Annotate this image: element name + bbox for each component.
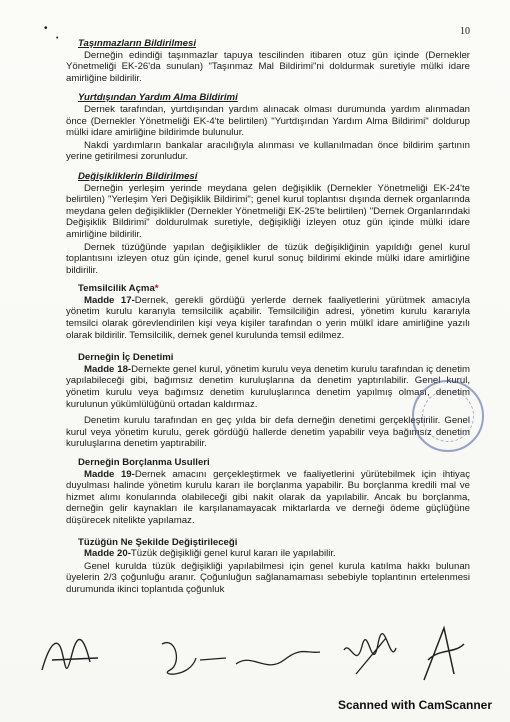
article-paragraph: [66, 469, 470, 527]
scan-speck: •: [56, 35, 59, 42]
article-text: Dernekte genel kurul, yönetim kurulu veya denetim kurulu tarafından iç denetim yapılabileceği gibi, bağımsız denetim kuruluşlarına da denetim yaptırılabilir. Genel kurul, yönetim kurulu veya bağımsız denetim kuruluşlarınca denetim yapılmış olması, denetim kurulunun yükümlülüğünü ortadan kaldırmaz.: [66, 363, 470, 410]
paragraph: Dernek tüzüğünde yapılan değişiklikler de tüzük değişikliğinin yapıldığı genel kurul toplantısını izleyen otuz gün içinde, genel kurul sonuç bildirimi ekinde mülki idare amirliğine bildirilir.: [66, 241, 470, 276]
section-heading-temsilcilik: [78, 283, 470, 295]
section-heading-text: Temsilcilik Açma: [78, 283, 155, 295]
paragraph: Dernek tarafından, yurtdışından yardım alınacak olması durumunda yardım alınmadan önce (Dernekler Yönetmeliği EK-4'te belirtilen) "Yurtdışından Yardım Alma Bildirimi" doldurup mülki idare amirliğine bildirimde bulunulur.: [66, 103, 470, 139]
paragraph: Denetim kurulu tarafından en geç yılda bir defa derneğin denetimi gerçekleştirilir. Genel kurul veya yönetim kurulu, gerek gördüğü hallerde denetim yapabilir veya bağımsız denetim kuruluşlarına denetim yaptırabilir.: [66, 415, 470, 450]
signature-2: [156, 634, 326, 684]
article-number: Madde 20-: [84, 548, 131, 560]
section-heading: Tüzüğün Ne Şekilde Değiştirileceği: [78, 536, 238, 548]
article-text: Tüzük değişikliği genel kurul kararı ile yapılabilir.: [130, 548, 336, 560]
article-paragraph: [66, 364, 470, 410]
scanner-watermark: Scanned with CamScanner: [337, 698, 492, 712]
document-body: [66, 38, 470, 597]
section-heading: Derneğin İç Denetimi: [78, 352, 174, 364]
signature-row: [36, 630, 476, 690]
paragraph: Nakdi yardımların bankalar aracılığıyla alınması ve kullanılmadan önce bildirim şartının yerine getirilmesi zorunludur.: [66, 139, 470, 163]
scan-speck: •: [44, 23, 48, 34]
paragraph: Genel kurulda tüzük değişikliği yapılabilmesi için genel kurula katılma hakkı bulunan üyelerin 2/3 çoğunluğu aranır. Çoğunluğun sağlanamaması sebebiyle toplantının ertelenmesi durumunda ikinci toplantıda çoğunluk: [66, 560, 470, 595]
section-heading: Yurtdışından Yardım Alma Bildirimi: [78, 92, 238, 104]
section-heading: Derneğin Borçlanma Usulleri: [78, 457, 210, 468]
article-paragraph: [66, 295, 470, 341]
signature-1: [36, 632, 106, 682]
paragraph: Derneğin yerleşim yerinde meydana gelen değişiklik (Dernekler Yönetmeliği EK-24'te belirtilen) "Yerleşim Yeri Değişiklik Bildirimi"; genel kurul toplantısı dışında dernek organlarında meydana gelen değişiklikler (Dernekler Yönetmeliği EK-25'te belirtilen) "Dernek Organlarındaki Değişiklik Bildirimi" doldurulmak suretiyle, değişikliği izleyen otuz gün içinde mülki idare amirliğine bildirilir.: [66, 182, 470, 240]
article-text: Dernek amacını gerçekleştirmek ve faaliyetlerini yürütebilmek için ihtiyaç duyulması halinde yönetim kurulu kararı ile borçlanma yapabilir. Bu borçlanma kredili mal ve hizmet alımı konularında olabileceği gibi nakit olarak da yapılabilir. Ancak bu borçlanma, derneğin gelir kaynakları ile karşılanamayacak miktarlarda ve derneği ödeme güçlüğüne düşürecek nitelikte yapılamaz.: [66, 468, 470, 526]
signature-3: [336, 630, 406, 686]
signature-4: [414, 624, 474, 686]
article-number: Madde 19-: [84, 468, 135, 480]
article-paragraph: [66, 548, 470, 560]
article-number: Madde 18-: [84, 363, 132, 375]
page-number: 10: [460, 26, 470, 37]
paragraph: Derneğin edindiği taşınmazlar tapuya tescilinden itibaren otuz gün içinde (Dernekler Yönetmeliği EK-26'da sunulan) "Taşınmaz Mal Bildirimi"ni doldurmak suretiyle mülki idare amirliğine bildirilir.: [66, 49, 470, 84]
section-heading: Değişikliklerin Bildirilmesi: [78, 170, 198, 182]
article-text: Dernek, gerekli gördüğü yerlerde dernek faaliyetlerini yürütmek amacıyla yönetim kurulu kararıyla temsilcilik açabilir. Temsilciliğin adresi, yönetim kurulu kararıyla temsilci olarak görevlendirilen kişi veya kişiler tarafından o yerin mülkî idare amirliğine yazılı olarak bildirilir. Temsilcilik, dernek genel kurulunda temsil edilmez.: [66, 294, 470, 341]
heading-mark: *: [154, 283, 159, 295]
section-heading: Taşınmazların Bildirilmesi: [78, 38, 197, 49]
official-stamp: [412, 380, 484, 452]
article-number: Madde 17-: [84, 294, 135, 306]
